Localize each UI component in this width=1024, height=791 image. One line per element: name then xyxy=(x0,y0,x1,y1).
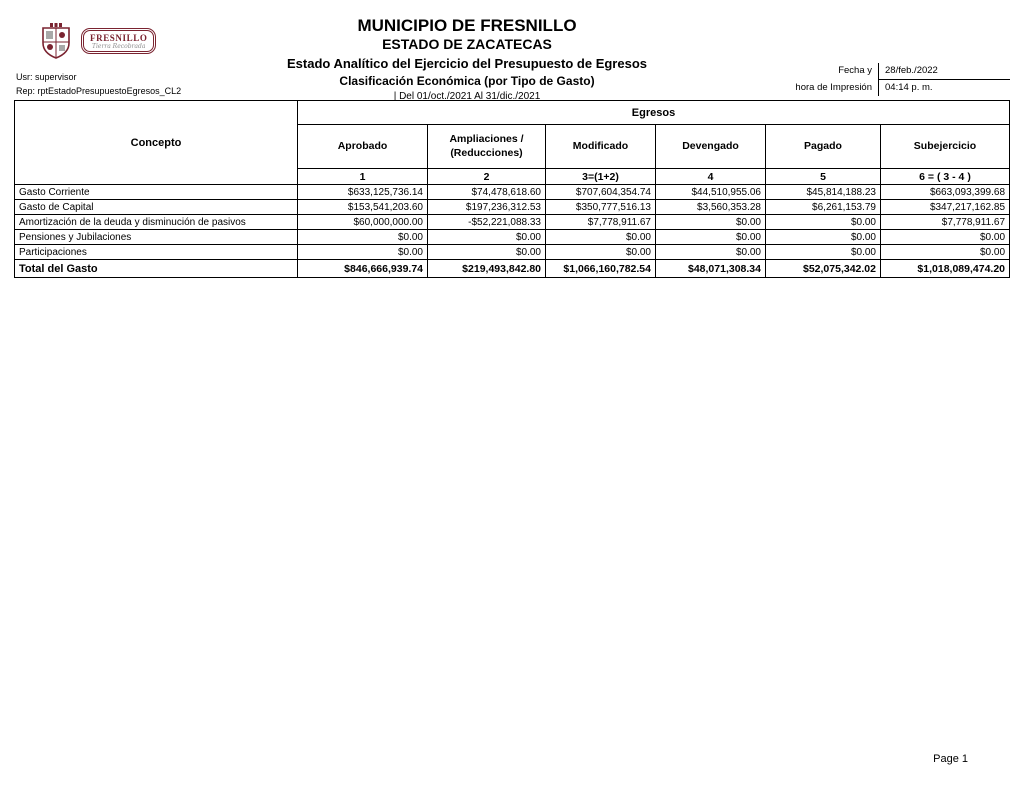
fresnillo-logo-tagline: Tierra Recobrada xyxy=(91,43,146,50)
cell-value: $633,125,736.14 xyxy=(298,185,428,200)
period-label: | Del 01/oct./2021 Al 31/dic./2021 xyxy=(393,90,541,102)
total-value: $1,066,160,782.54 xyxy=(546,260,656,278)
print-time-value: 04:14 p. m. xyxy=(878,80,1010,96)
cell-value: $3,560,353.28 xyxy=(656,200,766,215)
total-row xyxy=(15,260,1010,278)
print-time-row xyxy=(795,80,1010,96)
cell-value: -$52,221,088.33 xyxy=(428,215,546,230)
total-value: $846,666,939.74 xyxy=(298,260,428,278)
cell-value: $0.00 xyxy=(656,245,766,260)
report-id-label: Rep: rptEstadoPresupuestoEgresos_CL2 xyxy=(16,86,182,96)
column-number: 2 xyxy=(428,169,546,185)
municipality-title: MUNICIPIO DE FRESNILLO xyxy=(357,16,577,35)
column-number: 6 = ( 3 - 4 ) xyxy=(881,169,1010,185)
cell-value: $74,478,618.60 xyxy=(428,185,546,200)
classification-title: Clasificación Económica (por Tipo de Gasto) xyxy=(339,74,595,89)
total-value: $219,493,842.80 xyxy=(428,260,546,278)
column-number: 4 xyxy=(656,169,766,185)
report-title: Estado Analítico del Ejercicio del Presupuesto de Egresos xyxy=(286,56,647,72)
total-label: Total del Gasto xyxy=(15,260,298,278)
column-number: 5 xyxy=(766,169,881,185)
table-row xyxy=(15,215,1010,230)
total-value: $48,071,308.34 xyxy=(656,260,766,278)
cell-value: $0.00 xyxy=(546,230,656,245)
cell-value: $0.00 xyxy=(766,215,881,230)
column-header-devengado: Devengado xyxy=(656,125,766,169)
cell-value: $7,778,911.67 xyxy=(881,215,1010,230)
page-number: Page 1 xyxy=(933,753,968,765)
state-title: ESTADO DE ZACATECAS xyxy=(382,35,552,52)
user-label: Usr: supervisor xyxy=(16,72,77,82)
cell-value: $707,604,354.74 xyxy=(546,185,656,200)
cell-value: $350,777,516.13 xyxy=(546,200,656,215)
table-row xyxy=(15,230,1010,245)
cell-value: $44,510,955.06 xyxy=(656,185,766,200)
cell-value: $0.00 xyxy=(766,245,881,260)
cell-value: $6,261,153.79 xyxy=(766,200,881,215)
table-row xyxy=(15,200,1010,215)
column-header-modificado: Modificado xyxy=(546,125,656,169)
column-header-pagado: Pagado xyxy=(766,125,881,169)
total-value: $1,018,089,474.20 xyxy=(881,260,1010,278)
print-time-label: hora de Impresión xyxy=(795,82,872,93)
concepto-column-header: Concepto xyxy=(15,101,298,185)
print-date-label: Fecha y xyxy=(838,65,872,76)
cell-value: $347,217,162.85 xyxy=(881,200,1010,215)
total-value: $52,075,342.02 xyxy=(766,260,881,278)
print-date-row xyxy=(795,63,1010,80)
column-number: 3=(1+2) xyxy=(546,169,656,185)
row-concepto: Amortización de la deuda y disminución de pasivos xyxy=(15,215,298,230)
row-concepto: Pensiones y Jubilaciones xyxy=(15,230,298,245)
egresos-header-row xyxy=(15,101,1010,125)
egresos-group-header: Egresos xyxy=(298,101,1010,125)
row-concepto: Participaciones xyxy=(15,245,298,260)
print-date-value: 28/feb./2022 xyxy=(878,63,1010,80)
cell-value: $197,236,312.53 xyxy=(428,200,546,215)
cell-value: $153,541,203.60 xyxy=(298,200,428,215)
cell-value: $0.00 xyxy=(656,230,766,245)
cell-value: $0.00 xyxy=(656,215,766,230)
column-header-aprobado: Aprobado xyxy=(298,125,428,169)
cell-value: $60,000,000.00 xyxy=(298,215,428,230)
column-header-subejercicio: Subejercicio xyxy=(881,125,1010,169)
cell-value: $663,093,399.68 xyxy=(881,185,1010,200)
cell-value: $7,778,911.67 xyxy=(546,215,656,230)
row-concepto: Gasto de Capital xyxy=(15,200,298,215)
cell-value: $0.00 xyxy=(881,230,1010,245)
column-number: 1 xyxy=(298,169,428,185)
meta-left xyxy=(16,70,181,98)
fresnillo-logo-text: FRESNILLO xyxy=(90,33,148,43)
cell-value: $0.00 xyxy=(298,245,428,260)
cell-value: $0.00 xyxy=(298,230,428,245)
column-header-ampliaciones: Ampliaciones / (Reducciones) xyxy=(428,125,546,169)
cell-value: $0.00 xyxy=(766,230,881,245)
table-row xyxy=(15,245,1010,260)
cell-value: $0.00 xyxy=(428,245,546,260)
print-datetime-block xyxy=(795,63,1010,96)
cell-value: $45,814,188.23 xyxy=(766,185,881,200)
cell-value: $0.00 xyxy=(546,245,656,260)
budget-table xyxy=(14,100,1010,278)
row-concepto: Gasto Corriente xyxy=(15,185,298,200)
cell-value: $0.00 xyxy=(881,245,1010,260)
cell-value: $0.00 xyxy=(428,230,546,245)
table-row xyxy=(15,185,1010,200)
